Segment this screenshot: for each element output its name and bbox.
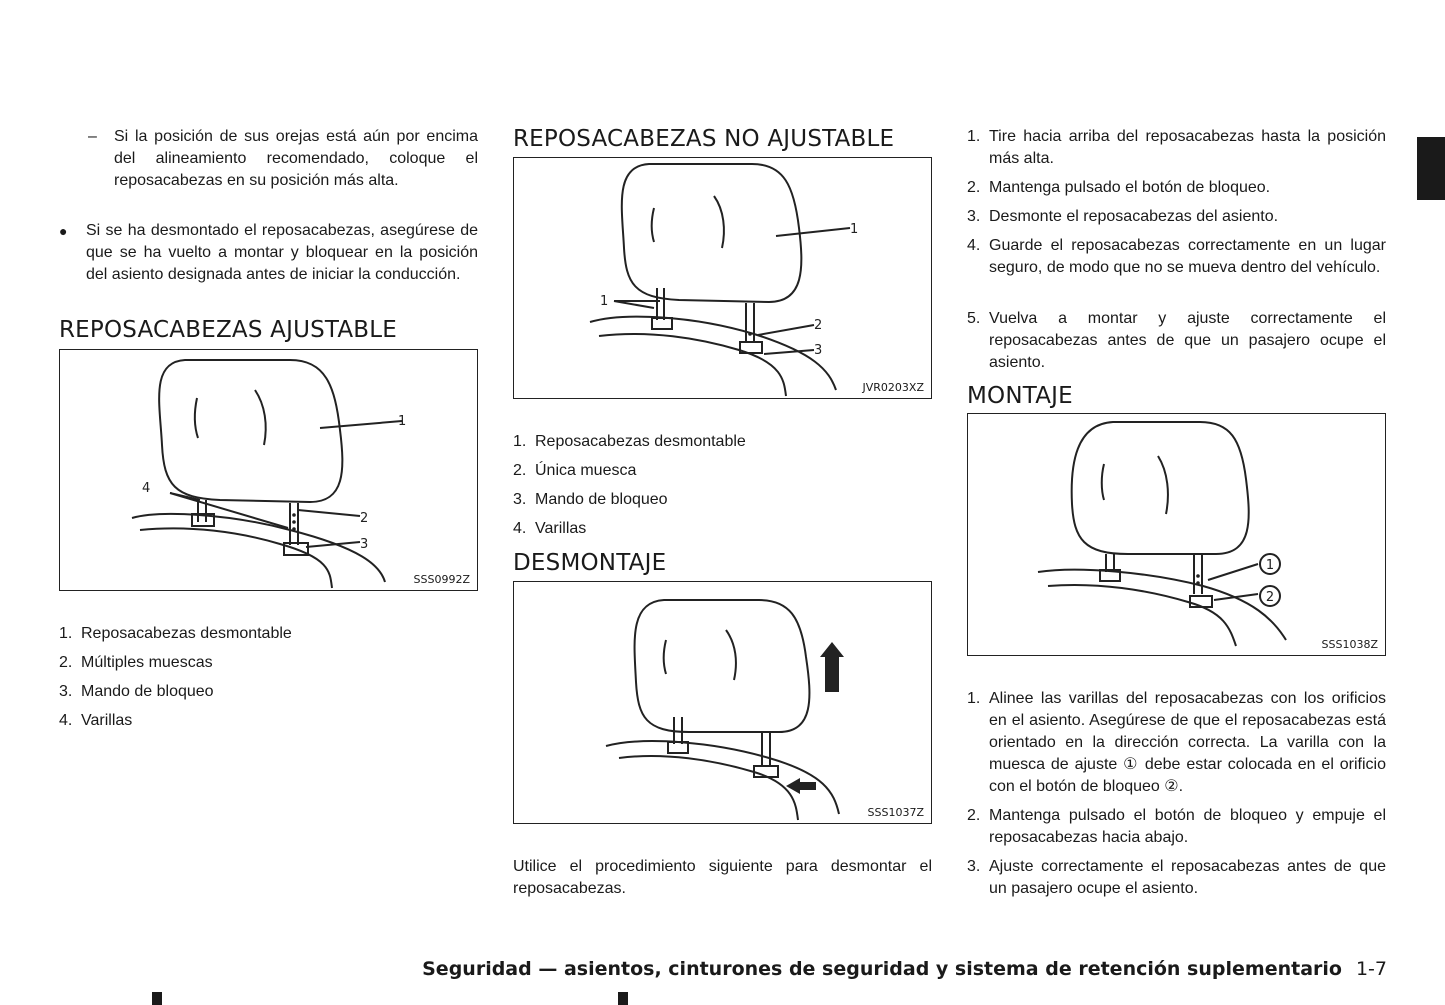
dash-item-text: Si la posición de sus orejas está aún por encima del alineamiento recomendado, coloque el reposacabezas en su posición más alta. <box>114 128 478 189</box>
heading-adjustable-headrest: REPOSACABEZAS AJUSTABLE <box>59 317 398 343</box>
figure-code: SSS1037Z <box>867 806 924 819</box>
figure-label-1: 1 <box>398 414 407 429</box>
step-number: 1. <box>967 690 981 707</box>
list-number: 2. <box>513 462 527 479</box>
figure-mounting <box>967 413 1386 656</box>
step-number: 2. <box>967 807 981 824</box>
headrest-illustration <box>514 158 933 400</box>
step-item <box>967 177 1386 199</box>
step-text: Guarde el reposacabezas correctamente en un lugar seguro, de modo que no se mueva dentro del vehículo. <box>989 237 1386 276</box>
heading-mounting: MONTAJE <box>967 383 1073 409</box>
list-text: Mando de bloqueo <box>535 491 668 508</box>
list-number: 4. <box>513 520 527 537</box>
list-text: Única muesca <box>535 462 637 479</box>
figure-label-1: 1 <box>850 222 859 237</box>
step-text: Tire hacia arriba del reposacabezas hasta la posición más alta. <box>989 128 1386 167</box>
step-number: 1. <box>967 128 981 145</box>
figure-label-2: 2 <box>814 318 823 333</box>
list-text: Reposacabezas desmontable <box>535 433 746 450</box>
list-number: 2. <box>59 654 73 671</box>
step-number: 5. <box>967 310 981 327</box>
figure-code: SSS1038Z <box>1321 638 1378 651</box>
figure-code: SSS0992Z <box>413 573 470 586</box>
figure-label-3: 3 <box>814 343 823 358</box>
step-text: Mantenga pulsado el botón de bloqueo. <box>989 179 1271 196</box>
figure-label-2: 2 <box>360 511 369 526</box>
step-item <box>967 235 1386 279</box>
step-number: 2. <box>967 179 981 196</box>
step-number: 3. <box>967 208 981 225</box>
list-item <box>513 460 932 482</box>
mount-step-item <box>967 856 1386 900</box>
figure-label-3: 3 <box>360 537 369 552</box>
removal-paragraph: Utilice el procedimiento siguiente para desmontar el reposacabezas. <box>513 858 932 897</box>
step-text: Desmonte el reposacabezas del asiento. <box>989 208 1279 225</box>
headrest-removal-illustration <box>514 582 933 825</box>
section-tab <box>1417 137 1445 200</box>
list-number: 1. <box>59 625 73 642</box>
mount-step-item <box>967 688 1386 798</box>
list-item <box>513 431 932 453</box>
step-number: 3. <box>967 858 981 875</box>
bullet-item-text: Si se ha desmontado el reposacabezas, asegúrese de que se ha vuelto a montar y bloquear en la posición del asiento designada antes de iniciar la conducción. <box>86 222 478 283</box>
figure-fixed-headrest <box>513 157 932 399</box>
bullet-icon: ● <box>59 223 68 239</box>
step-number: 4. <box>967 237 981 254</box>
page-footer <box>422 958 1387 980</box>
crop-mark-left <box>152 992 162 1005</box>
list-number: 3. <box>59 683 73 700</box>
figure-label-1b: 1 <box>600 294 609 309</box>
crop-mark-center <box>618 992 628 1005</box>
headrest-mounting-illustration <box>968 414 1387 657</box>
list-text: Reposacabezas desmontable <box>81 625 292 642</box>
figure-label-2: 2 <box>1265 590 1275 605</box>
step-item <box>967 126 1386 170</box>
footer-title: Seguridad — asientos, cinturones de seguridad y sistema de retención suplementario <box>422 958 1342 980</box>
figure-label-1: 1 <box>1265 558 1275 573</box>
list-item <box>513 518 932 540</box>
list-item <box>59 710 478 732</box>
step-text: Mantenga pulsado el botón de bloqueo y empuje el reposacabezas hacia abajo. <box>989 807 1386 846</box>
list-number: 4. <box>59 712 73 729</box>
heading-removal: DESMONTAJE <box>513 550 667 576</box>
figure-removal <box>513 581 932 824</box>
heading-fixed-headrest: REPOSACABEZAS NO AJUSTABLE <box>513 126 895 152</box>
figure-label-4: 4 <box>142 481 151 496</box>
mount-step-item <box>967 805 1386 849</box>
bullet-list-item <box>59 220 478 286</box>
list-item <box>59 623 478 645</box>
list-text: Varillas <box>81 712 133 729</box>
headrest-illustration <box>60 350 479 592</box>
list-text: Varillas <box>535 520 587 537</box>
page-number: 1-7 <box>1355 958 1387 980</box>
list-text: Múltiples muescas <box>81 654 213 671</box>
list-number: 1. <box>513 433 527 450</box>
figure-code: JVR0203XZ <box>862 381 924 394</box>
dash-marker: – <box>88 128 97 145</box>
list-number: 3. <box>513 491 527 508</box>
dash-list-item <box>88 126 478 192</box>
step-text: Ajuste correctamente el reposacabezas antes de que un pasajero ocupe el asiento. <box>989 858 1386 897</box>
list-text: Mando de bloqueo <box>81 683 214 700</box>
list-item <box>59 681 478 703</box>
step-text: Alinee las varillas del reposacabezas con los orificios en el asiento. Asegúrese de que el reposacabezas está orientado en la dirección correcta. La varilla con la muesca de ajuste ① debe estar colocada en el orificio con el botón de bloqueo ②. <box>989 690 1386 795</box>
step-item <box>967 308 1386 374</box>
step-text: Vuelva a montar y ajuste correctamente el reposacabezas antes de que un pasajero ocupe el asiento. <box>989 310 1386 371</box>
list-item <box>513 489 932 511</box>
step-item <box>967 206 1386 228</box>
figure-adjustable-headrest <box>59 349 478 591</box>
list-item <box>59 652 478 674</box>
